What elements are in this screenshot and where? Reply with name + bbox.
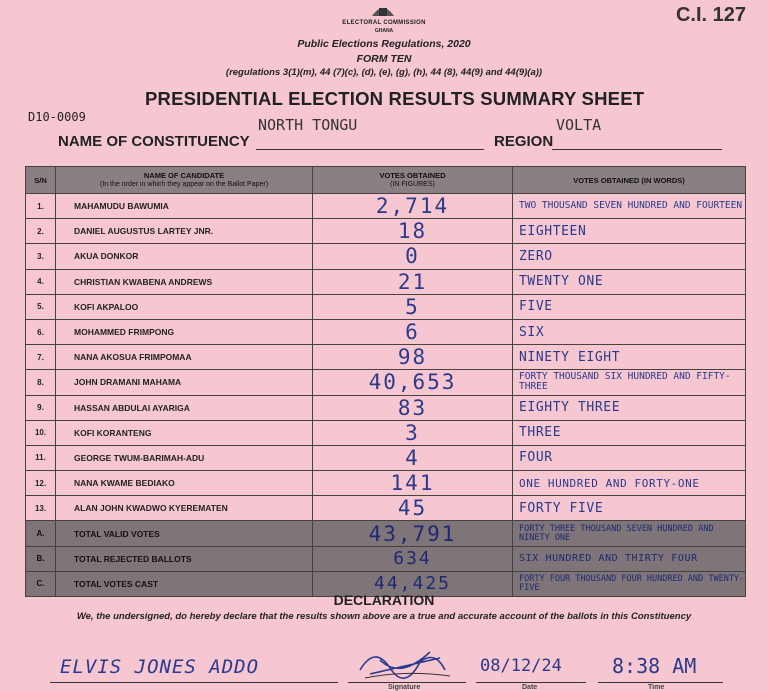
- row-words: EIGHTEEN: [513, 219, 746, 244]
- table-row: [26, 445, 746, 470]
- table-row: [26, 319, 746, 344]
- table-row: [26, 345, 746, 370]
- row-sn: 8.: [26, 370, 56, 395]
- row-sn: 9.: [26, 395, 56, 420]
- row-sn: 1.: [26, 194, 56, 219]
- total-sn: B.: [26, 546, 56, 571]
- total-words: SIX HUNDRED AND THIRTY FOUR: [513, 546, 746, 571]
- total-figures: 43,791: [313, 521, 513, 546]
- row-figures: 4: [313, 445, 513, 470]
- row-figures: 141: [313, 471, 513, 496]
- total-row: [26, 546, 746, 571]
- signature-icon: [350, 640, 460, 686]
- row-words: FOUR: [513, 445, 746, 470]
- row-words: ONE HUNDRED AND FORTY-ONE: [513, 471, 746, 496]
- row-candidate: GEORGE TWUM-BARIMAH-ADU: [56, 445, 313, 470]
- row-words: FIVE: [513, 294, 746, 319]
- document-code: D10-0009: [28, 110, 86, 124]
- row-figures: 18: [313, 219, 513, 244]
- row-candidate: KOFI AKPALOO: [56, 294, 313, 319]
- row-figures: 21: [313, 269, 513, 294]
- form-code: C.I. 127: [675, 4, 746, 26]
- row-sn: 5.: [26, 294, 56, 319]
- row-figures: 83: [313, 395, 513, 420]
- row-figures: 3: [313, 420, 513, 445]
- table-row: [26, 496, 746, 521]
- signature-caption: Signature: [388, 684, 421, 691]
- row-sn: 4.: [26, 269, 56, 294]
- row-words: ZERO: [513, 244, 746, 269]
- table-row: [26, 269, 746, 294]
- constituency-field: NORTH TONGU: [258, 116, 358, 134]
- total-label: TOTAL REJECTED BALLOTS: [56, 546, 313, 571]
- commission-name: ELECTORAL COMMISSION: [342, 20, 426, 26]
- header-figures-sub: (IN FIGURES): [390, 181, 435, 188]
- row-candidate: NANA AKOSUA FRIMPOMAA: [56, 345, 313, 370]
- name-line: [50, 682, 338, 683]
- table-row: [26, 194, 746, 219]
- time-caption: Time: [648, 684, 665, 691]
- header-candidate-sub: (In the order in which they appear on the Ballot Paper): [99, 181, 269, 188]
- declaration-heading: DECLARATION: [333, 592, 435, 608]
- row-words: FORTY THOUSAND SIX HUNDRED AND FIFTY-THREE: [513, 370, 746, 395]
- regulations-title: Public Elections Regulations, 2020: [297, 38, 471, 50]
- row-candidate: AKUA DONKOR: [56, 244, 313, 269]
- row-sn: 3.: [26, 244, 56, 269]
- date-line: [476, 682, 586, 683]
- row-candidate: CHRISTIAN KWABENA ANDREWS: [56, 269, 313, 294]
- total-sn: A.: [26, 521, 56, 546]
- row-candidate: NANA KWAME BEDIAKO: [56, 471, 313, 496]
- table-row: [26, 370, 746, 395]
- row-words: SIX: [513, 319, 746, 344]
- header-figures: [313, 167, 513, 194]
- total-row: [26, 521, 746, 546]
- header-figures-label: VOTES OBTAINED: [379, 171, 446, 180]
- date-caption: Date: [522, 684, 538, 691]
- row-words: FORTY FIVE: [513, 496, 746, 521]
- row-figures: 5: [313, 294, 513, 319]
- row-figures: 40,653: [313, 370, 513, 395]
- date-field: 08/12/24: [480, 656, 562, 676]
- row-candidate: KOFI KORANTENG: [56, 420, 313, 445]
- form-number: FORM TEN: [356, 53, 412, 65]
- table-row: [26, 471, 746, 496]
- row-sn: 12.: [26, 471, 56, 496]
- row-candidate: HASSAN ABDULAI AYARIGA: [56, 395, 313, 420]
- time-field: 8:38 AM: [612, 654, 697, 678]
- table-header-row: [26, 167, 746, 194]
- row-candidate: MAHAMUDU BAWUMIA: [56, 194, 313, 219]
- row-figures: 45: [313, 496, 513, 521]
- results-table: [25, 166, 746, 597]
- row-sn: 11.: [26, 445, 56, 470]
- table-row: [26, 244, 746, 269]
- header-sn: S/N: [26, 167, 56, 194]
- regulation-references: (regulations 3(1)(m), 44 (7)(c), (d), (e), (g), (h), 44 (8), 44(9) and 44(9)(a)): [225, 67, 543, 78]
- table-row: [26, 395, 746, 420]
- row-candidate: DANIEL AUGUSTUS LARTEY JNR.: [56, 219, 313, 244]
- row-sn: 10.: [26, 420, 56, 445]
- row-sn: 2.: [26, 219, 56, 244]
- constituency-label: NAME OF CONSTITUENCY: [58, 133, 250, 150]
- row-candidate: JOHN DRAMANI MAHAMA: [56, 370, 313, 395]
- table-row: [26, 219, 746, 244]
- row-sn: 7.: [26, 345, 56, 370]
- constituency-underline: [256, 149, 484, 150]
- table-row: [26, 420, 746, 445]
- row-words: EIGHTY THREE: [513, 395, 746, 420]
- returning-officer-name: ELVIS JONES ADDO: [60, 656, 260, 678]
- total-words: FORTY FOUR THOUSAND FOUR HUNDRED AND TWENTY-FIVE: [513, 571, 746, 596]
- signature-line: [348, 682, 466, 683]
- row-figures: 2,714: [313, 194, 513, 219]
- page-title: PRESIDENTIAL ELECTION RESULTS SUMMARY SHEET: [145, 88, 645, 109]
- declaration-text: We, the undersigned, do hereby declare that the results shown above are a true and accurate account of the ballots in this Constituency: [76, 611, 692, 622]
- total-label: TOTAL VALID VOTES: [56, 521, 313, 546]
- row-figures: 98: [313, 345, 513, 370]
- header-candidate: [56, 167, 313, 194]
- header-candidate-label: NAME OF CANDIDATE: [143, 171, 225, 180]
- region-label: REGION: [494, 133, 554, 150]
- total-sn: C.: [26, 571, 56, 596]
- time-line: [598, 682, 723, 683]
- row-words: TWO THOUSAND SEVEN HUNDRED AND FOURTEEN: [513, 194, 746, 219]
- total-label: TOTAL VOTES CAST: [56, 571, 313, 596]
- total-figures: 634: [313, 546, 513, 571]
- region-underline: [552, 149, 722, 150]
- coat-of-arms-icon: [370, 2, 396, 18]
- row-words: NINETY EIGHT: [513, 345, 746, 370]
- row-figures: 0: [313, 244, 513, 269]
- total-figures: 44,425: [313, 571, 513, 596]
- row-candidate: MOHAMMED FRIMPONG: [56, 319, 313, 344]
- region-field: VOLTA: [556, 116, 602, 134]
- row-words: TWENTY ONE: [513, 269, 746, 294]
- header-words: VOTES OBTAINED (IN WORDS): [513, 167, 746, 194]
- row-words: THREE: [513, 420, 746, 445]
- total-words: FORTY THREE THOUSAND SEVEN HUNDRED AND NINETY ONE: [513, 521, 746, 546]
- commission-country: GHANA: [374, 28, 394, 34]
- row-sn: 6.: [26, 319, 56, 344]
- row-sn: 13.: [26, 496, 56, 521]
- row-candidate: ALAN JOHN KWADWO KYEREMATEN: [56, 496, 313, 521]
- table-row: [26, 294, 746, 319]
- row-figures: 6: [313, 319, 513, 344]
